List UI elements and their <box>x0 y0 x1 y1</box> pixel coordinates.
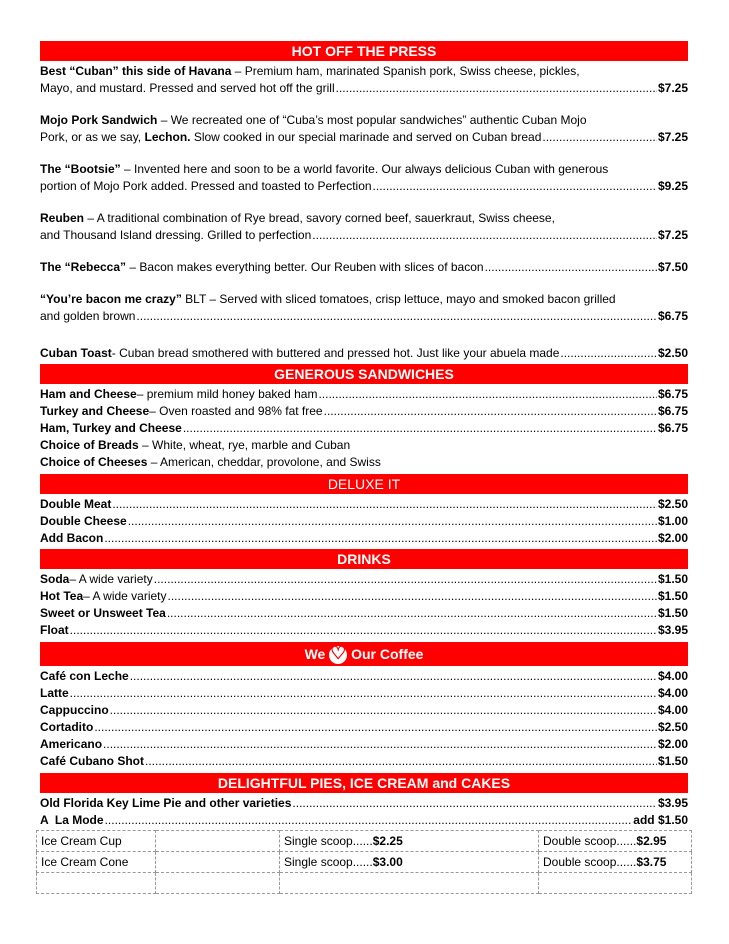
item-price: $2.00 <box>657 531 688 545</box>
item-name: Add Bacon <box>40 531 104 545</box>
item-desc: – A wide variety <box>83 589 167 603</box>
item-desc: – premium mild honey baked ham <box>136 387 318 401</box>
item-name: Latte <box>40 686 69 700</box>
breads-list: – White, wheat, rye, marble and Cuban <box>138 438 351 452</box>
single-scoop-price: $2.25 <box>372 834 403 848</box>
item-price: $1.50 <box>657 606 688 620</box>
double-scoop-label: Double scoop <box>543 834 617 848</box>
item-name: Cappuccino <box>40 703 109 717</box>
deluxe-double-cheese <box>40 513 688 530</box>
menu-item-bootsie <box>40 161 688 195</box>
item-desc: – Bacon makes everything better. Our Reuben with slices of bacon <box>126 260 484 274</box>
item-name: Float <box>40 623 69 637</box>
item-name: Hot Tea <box>40 589 84 603</box>
item-price: $4.00 <box>657 703 688 717</box>
item-price: $4.00 <box>657 686 688 700</box>
section-header-drinks: DRINKS <box>40 549 688 569</box>
menu-item-mojo-pork <box>40 112 688 146</box>
item-name: Sweet or Unsweet Tea <box>40 606 166 620</box>
single-scoop-label: Single scoop <box>284 855 353 869</box>
section-header-generous-sandwiches: GENEROUS SANDWICHES <box>40 364 688 384</box>
item-name: Best “Cuban” this side of Havana <box>40 64 232 78</box>
coffee-title-left: We <box>304 646 326 662</box>
breads-label: Choice of Breads <box>40 438 139 452</box>
item-desc: – We recreated one of “Cuba’s most popular sandwiches” authentic Cuban Mojo <box>157 113 587 127</box>
section-header-deluxe-it: DELUXE IT <box>40 474 688 494</box>
item-name: Cortadito <box>40 720 94 734</box>
item-price: $6.75 <box>657 421 688 435</box>
item-desc-2: and golden brown <box>40 309 136 323</box>
table-row <box>37 831 692 852</box>
table-row <box>37 852 692 873</box>
pie-key-lime <box>40 795 688 812</box>
single-scoop-price: $3.00 <box>372 855 403 869</box>
ice-cream-name: Ice Cream Cone <box>37 852 156 873</box>
coffee-title-right: Our Coffee <box>351 646 424 662</box>
item-name: Mojo Pork Sandwich <box>40 113 158 127</box>
menu-item-ham-cheese <box>40 386 688 403</box>
empty-cell <box>156 873 280 894</box>
item-price: $6.75 <box>657 404 688 418</box>
item-price: $6.75 <box>657 309 688 323</box>
item-name: Americano <box>40 737 103 751</box>
item-name: Reuben <box>40 211 85 225</box>
item-name: Ham and Cheese <box>40 387 137 401</box>
item-desc: – Premium ham, marinated Spanish pork, Swiss cheese, pickles, <box>231 64 580 78</box>
double-scoop-price: $3.75 <box>636 855 667 869</box>
empty-cell <box>280 873 539 894</box>
menu-item-cuban-toast <box>40 345 688 362</box>
drink-soda <box>40 571 688 588</box>
item-price: $7.25 <box>657 81 688 95</box>
empty-cell <box>156 852 280 873</box>
choice-of-breads <box>40 437 688 454</box>
double-scoop-cell: Double scoop......$3.75 <box>539 852 692 873</box>
item-price: $9.25 <box>657 179 688 193</box>
coffee-cafe-cubano-shot <box>40 753 688 770</box>
section-header-pies: DELIGHTFUL PIES, ICE CREAM and CAKES <box>40 773 688 793</box>
coffee-americano <box>40 736 688 753</box>
item-name: Ham, Turkey and Cheese <box>40 421 182 435</box>
empty-cell <box>156 831 280 852</box>
menu-page <box>40 41 688 829</box>
item-desc-2a: Pork, or as we say, <box>40 130 145 144</box>
item-name: Turkey and Cheese <box>40 404 150 418</box>
menu-item-best-cuban <box>40 63 688 97</box>
menu-item-rebecca <box>40 259 688 276</box>
coffee-cortadito <box>40 719 688 736</box>
item-desc-2: and Thousand Island dressing. Grilled to perfection <box>40 228 312 242</box>
drink-float <box>40 622 688 639</box>
item-desc-2c: Slow cooked in our special marinade and served on Cuban bread <box>190 130 542 144</box>
deluxe-add-bacon <box>40 530 688 547</box>
item-price: $2.00 <box>657 737 688 751</box>
item-price: add $1.50 <box>633 813 688 827</box>
item-price: $7.50 <box>657 260 688 274</box>
empty-cell <box>539 873 692 894</box>
item-name: Double Meat <box>40 497 112 511</box>
item-name: “You’re bacon me crazy” <box>40 292 182 306</box>
item-price: $2.50 <box>657 346 688 360</box>
drink-sweet-tea <box>40 605 688 622</box>
coffee-cappuccino <box>40 702 688 719</box>
choice-of-cheeses <box>40 454 688 471</box>
item-name: Old Florida Key Lime Pie and other varieties <box>40 796 292 810</box>
item-desc: – A traditional combination of Rye bread, savory corned beef, sauerkraut, Swiss cheese, <box>84 211 555 225</box>
item-price: $1.00 <box>657 514 688 528</box>
double-scoop-cell: Double scoop......$2.95 <box>539 831 692 852</box>
item-name: Café con Leche <box>40 669 129 683</box>
item-name: Double Cheese <box>40 514 127 528</box>
ice-cream-name: Ice Cream Cup <box>37 831 156 852</box>
cheeses-list: – American, cheddar, provolone, and Swiss <box>147 455 381 469</box>
item-price: $2.50 <box>657 720 688 734</box>
item-desc-2b: Lechon. <box>144 130 191 144</box>
item-price: $1.50 <box>657 754 688 768</box>
coffee-cafe-con-leche <box>40 668 688 685</box>
item-desc: BLT – Served with sliced tomatoes, crisp lettuce, mayo and smoked bacon grilled <box>181 292 616 306</box>
item-price: $7.25 <box>657 228 688 242</box>
menu-item-turkey-cheese <box>40 403 688 420</box>
item-name: Cuban Toast <box>40 346 112 360</box>
heart-icon: ♡ <box>330 643 347 664</box>
item-price: $4.00 <box>657 669 688 683</box>
double-scoop-price: $2.95 <box>636 834 667 848</box>
double-scoop-label: Double scoop <box>543 855 617 869</box>
coffee-latte <box>40 685 688 702</box>
item-name: Soda <box>40 572 70 586</box>
item-desc: - Cuban bread smothered with buttered and pressed hot. Just like your abuela made <box>111 346 560 360</box>
menu-item-blt <box>40 291 688 325</box>
item-name: The “Rebecca” <box>40 260 127 274</box>
menu-item-reuben <box>40 210 688 244</box>
item-name: Café Cubano Shot <box>40 754 144 768</box>
item-desc: – A wide variety <box>69 572 153 586</box>
item-desc: – Oven roasted and 98% fat free <box>149 404 323 418</box>
item-name: A La Mode <box>40 813 104 827</box>
ice-cream-table <box>36 830 692 894</box>
menu-item-ham-turkey-cheese <box>40 420 688 437</box>
empty-cell <box>37 873 156 894</box>
item-desc: – Invented here and soon to be a world favorite. Our always delicious Cuban with generous <box>120 162 609 176</box>
section-header-hot-off-the-press: HOT OFF THE PRESS <box>40 41 688 61</box>
table-row <box>37 873 692 894</box>
cheeses-label: Choice of Cheeses <box>40 455 148 469</box>
single-scoop-cell: Single scoop......$3.00 <box>280 852 539 873</box>
single-scoop-label: Single scoop <box>284 834 353 848</box>
item-price: $6.75 <box>657 387 688 401</box>
drink-hot-tea <box>40 588 688 605</box>
item-desc-2: portion of Mojo Pork added. Pressed and toasted to Perfection <box>40 179 372 193</box>
deluxe-double-meat <box>40 496 688 513</box>
item-price: $3.95 <box>657 623 688 637</box>
single-scoop-cell: Single scoop......$2.25 <box>280 831 539 852</box>
item-name: The “Bootsie” <box>40 162 121 176</box>
item-price: $2.50 <box>657 497 688 511</box>
item-price: $1.50 <box>657 572 688 586</box>
item-price: $3.95 <box>657 796 688 810</box>
pie-a-la-mode <box>40 812 688 829</box>
item-price: $1.50 <box>657 589 688 603</box>
item-desc-2: Mayo, and mustard. Pressed and served hot off the grill <box>40 81 335 95</box>
item-price: $7.25 <box>657 130 688 144</box>
section-header-coffee <box>40 642 688 666</box>
